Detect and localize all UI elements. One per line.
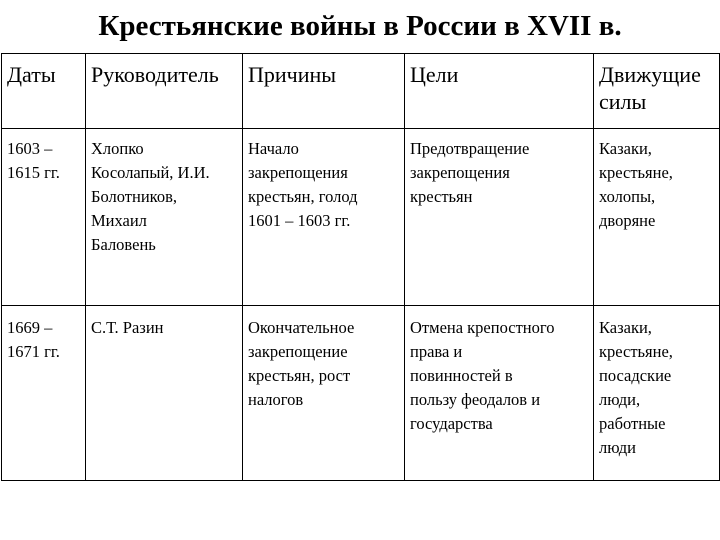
cell-causes: Окончательное закрепощение крестьян, рост налогов [243, 306, 405, 481]
cell-leader: Хлопко Косолапый, И.И. Болотников, Михаил Баловень [86, 129, 243, 306]
table-row [2, 306, 720, 481]
cell-goals: Отмена крепостного права и повинностей в пользу феодалов и государства [405, 306, 594, 481]
cell-forces: Казаки, крестьяне, холопы, дворяне [594, 129, 720, 306]
table-row [2, 129, 720, 306]
table-header-row [2, 54, 720, 129]
slide-title: Крестьянские войны в России в XVII в. [98, 10, 622, 42]
cell-leader: С.Т. Разин [86, 306, 243, 481]
cell-dates: 1669 – 1671 гг. [2, 306, 86, 481]
cell-forces: Казаки, крестьяне, посадские люди, работные люди [594, 306, 720, 481]
cell-goals: Предотвращение закрепощения крестьян [405, 129, 594, 306]
header-forces: Движущие силы [594, 54, 720, 129]
cell-causes: Начало закрепощения крестьян, голод 1601 – 1603 гг. [243, 129, 405, 306]
header-leader: Руководитель [86, 54, 243, 129]
header-dates: Даты [2, 54, 86, 129]
cell-dates: 1603 – 1615 гг. [2, 129, 86, 306]
peasant-wars-table [1, 53, 720, 481]
header-causes: Причины [243, 54, 405, 129]
header-goals: Цели [405, 54, 594, 129]
